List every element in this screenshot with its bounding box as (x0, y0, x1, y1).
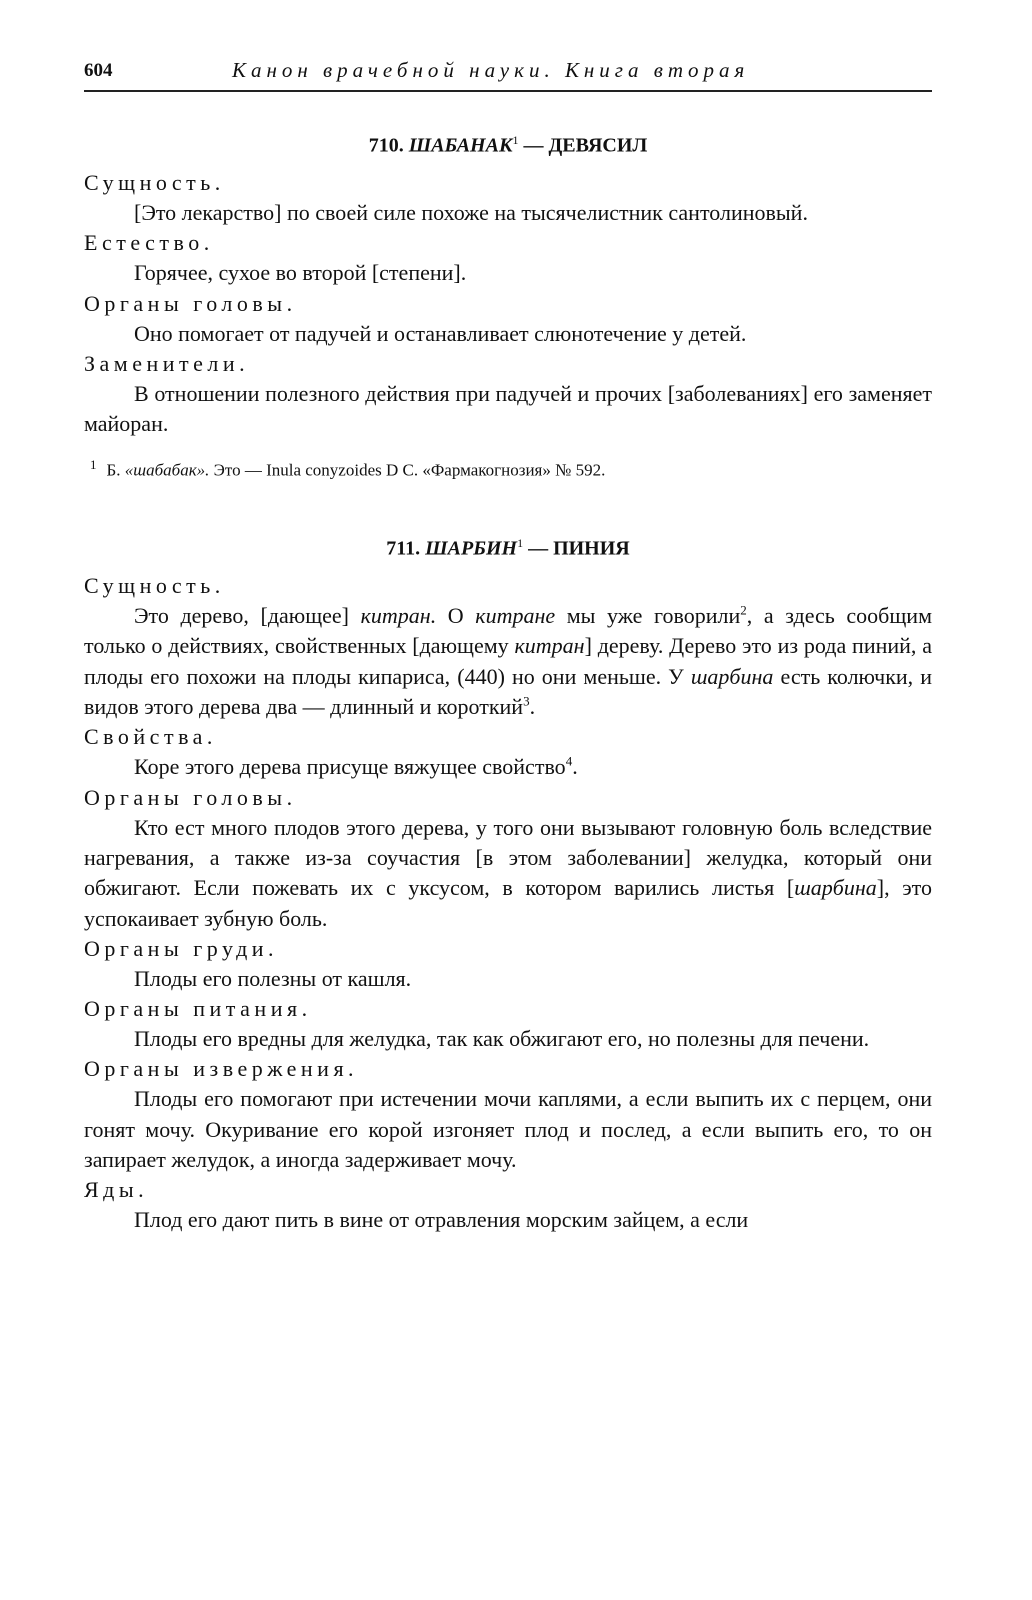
section-label-poisons: Яды. (84, 1177, 149, 1203)
section-text-substitutes: В отношении полезного действия при падучей и прочих [заболеваниях] его заменяет майоран. (84, 380, 932, 437)
page (84, 56, 932, 1236)
section-text-excretion-organs: Плоды его помогают при истечении мочи каплями, а если выпить их с перцем, они гонят мочу. Окуривание его корой изгоняет плод и послед, а если выпить его, то он запирает желудок, а иногда задерживает мочу. (84, 1086, 932, 1172)
text-run: . (572, 754, 578, 780)
section-label-essence: Сущность. (84, 573, 225, 599)
italic-run: китран (514, 633, 585, 659)
footnote-ref: 3 (523, 693, 530, 709)
section-label-properties: Свойства. (84, 724, 217, 750)
text-run: Кто ест много плодов этого дерева, у того они вызывают головную боль вследствие нагревания, а также из-за соучастия [в этом заболевании] желудка, который они обжигают. Если пожевать их с уксусом, в котором варились листья [ (84, 814, 932, 901)
text-run: , а здесь сообщим только о действиях, свойственных [дающему (84, 603, 932, 659)
section-text-head-organs: Оно помогает от падучей и останавливает слюнотечение у детей. (134, 320, 747, 346)
article-foreign-name: ШАРБИН (425, 537, 518, 560)
footnote-ref: 2 (740, 602, 747, 618)
text-run: ] дереву. Дерево это из рода пиний, а плоды его похожи на плоды кипариса, (440) но они меньше. У (84, 633, 932, 689)
article-710-title (84, 128, 932, 168)
footnote-italic: «шабабак». (124, 461, 210, 481)
page-number: 604 (84, 60, 113, 81)
footnote-text: Это — Inula conyzoides D C. «Фармакогнозия» № 592. (213, 461, 606, 481)
section-label-head-organs: Органы головы. (84, 290, 297, 316)
footnote-mark: 1 (90, 457, 97, 473)
footnote-ref: 4 (565, 754, 573, 769)
footnote-prefix: Б. (106, 461, 121, 481)
section-label-chest-organs: Органы груди. (84, 935, 279, 961)
article-710 (84, 128, 932, 483)
section-text-properties (84, 752, 932, 782)
section-label-head-organs: Органы головы. (84, 784, 297, 810)
section-text-nature: Горячее, сухое во второй [степени]. (134, 260, 467, 286)
section-text-nutrition-organs: Плоды его вредны для желудка, так как обжигают его, но полезны для печени. (134, 1026, 870, 1052)
section-text-head-organs (84, 813, 932, 934)
text-run: есть колючки, и видов этого дерева два — длинный и короткий (84, 663, 933, 720)
section-label-nutrition-organs: Органы питания. (84, 996, 312, 1022)
text-run: Коре этого дерева присуще вяжущее свойство (134, 754, 566, 780)
article-translation: — ДЕВЯСИЛ (523, 134, 648, 157)
running-title: Канон врачебной науки. Книга вторая (232, 58, 750, 82)
text-run: ], это успокаивает зубную боль. (84, 875, 932, 931)
text-run: . (529, 694, 536, 720)
italic-run: китран. (360, 603, 437, 629)
italic-run: шарбина (794, 875, 877, 901)
article-translation: — ПИНИЯ (528, 537, 630, 560)
section-text-chest-organs: Плоды его полезны от кашля. (134, 965, 412, 991)
section-label-essence: Сущность. (84, 170, 225, 195)
italic-run: шарбина (690, 663, 774, 689)
article-711-title (84, 531, 932, 571)
section-text-essence: [Это лекарство] по своей силе похоже на тысячелистник сантолиновый. (134, 200, 808, 225)
article-foreign-name: ШАБАНАК (408, 134, 513, 157)
italic-run: китране (475, 603, 556, 629)
article-number: 710. (368, 134, 404, 157)
footnote-ref: 1 (512, 133, 519, 147)
section-label-nature: Естество. (84, 230, 214, 256)
section-text-essence (84, 601, 932, 722)
article-711 (84, 531, 932, 1235)
article-number: 711. (386, 537, 421, 560)
text-run: мы уже говорили (566, 603, 741, 629)
text-run: О (447, 603, 464, 629)
section-text-poisons: Плод его дают пить в вине от отравления морским зайцем, а если (134, 1207, 749, 1233)
footnote-ref: 1 (517, 536, 524, 551)
footnote (84, 453, 932, 483)
section-label-excretion-organs: Органы извержения. (84, 1056, 359, 1082)
running-head (84, 56, 932, 92)
section-label-substitutes: Заменители. (84, 350, 250, 376)
text-run: Это дерево, [дающее] (134, 603, 350, 629)
